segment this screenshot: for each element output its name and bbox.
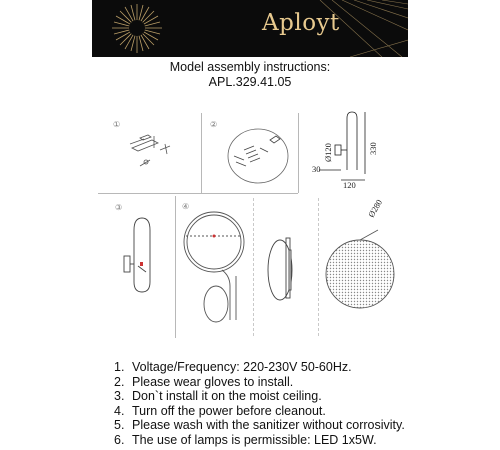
diameter-small-dimension: Ø120: [323, 143, 333, 162]
hardware-illustration: [110, 118, 198, 190]
mounting-plate-illustration: [204, 118, 296, 190]
diffuser-panel: [320, 197, 400, 330]
diameter-large-dimension: Ø280: [366, 197, 385, 219]
list-item: 6. The use of lamps is permissible: LED 1x5W.: [114, 432, 377, 447]
brand-name: Aployt: [262, 10, 340, 36]
list-item: 3. Don`t install it on the moist ceiling.: [114, 389, 322, 404]
divider: [98, 193, 298, 194]
list-item: 1. Voltage/Frequency: 220-230V 50-60Hz.: [114, 360, 352, 374]
brand-banner: [92, 0, 408, 57]
height-dimension: 330: [368, 142, 378, 155]
step-1-panel: [110, 118, 198, 190]
model-number: APL.329.41.05: [208, 75, 292, 89]
dimension-panel: [305, 110, 395, 195]
lamp-front-illustration: [256, 210, 316, 330]
diffuser-illustration: [320, 210, 400, 330]
ring-assembly-illustration: [178, 200, 252, 336]
step-4-panel: [178, 200, 252, 336]
list-item: 2. Please wear gloves to install.: [114, 374, 294, 389]
step-2-panel: [204, 118, 296, 190]
divider: [253, 198, 254, 336]
divider: [318, 198, 319, 336]
lamp-side-illustration: [110, 200, 174, 336]
title-line: Model assembly instructions:: [169, 60, 331, 74]
list-item: 4. Turn off the power before cleanout.: [114, 403, 326, 418]
step-number: ①: [113, 120, 121, 129]
divider: [298, 113, 299, 193]
depth-dimension: 30: [312, 164, 321, 174]
step-3-panel: [110, 200, 174, 336]
front-view-panel: [256, 210, 316, 330]
divider: [175, 196, 176, 338]
list-item: 5. Please wash with the sanitizer without corrosivity.: [114, 418, 405, 433]
page-title: [0, 60, 500, 90]
width-dimension: 120: [343, 180, 356, 190]
divider: [201, 113, 202, 193]
step-number: ③: [115, 203, 123, 212]
instructions-list: [114, 360, 405, 448]
step-number: ②: [210, 120, 218, 129]
step-number: ④: [182, 202, 190, 211]
sunburst-pattern: [92, 0, 408, 57]
